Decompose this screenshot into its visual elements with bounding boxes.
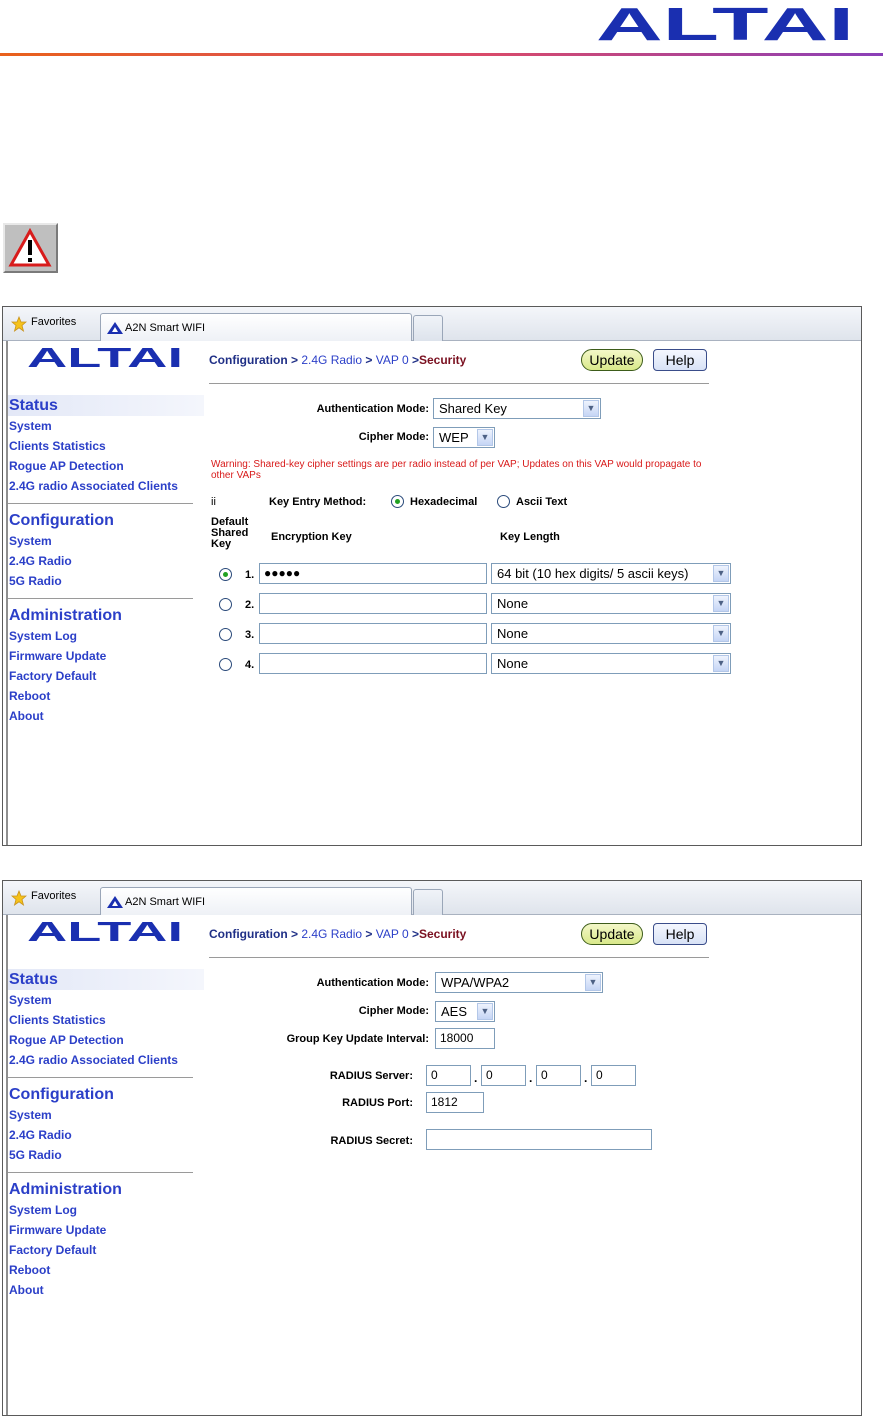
favorites-label[interactable]: Favorites bbox=[31, 316, 77, 328]
chevron-down-icon: ▼ bbox=[713, 655, 729, 672]
browser-tab[interactable] bbox=[100, 887, 412, 915]
auth-mode-label: Authentication Mode: bbox=[316, 403, 429, 415]
help-button[interactable]: Help bbox=[653, 923, 707, 945]
altai-app-logo bbox=[27, 345, 187, 369]
group-key-interval-input[interactable]: 18000 bbox=[435, 1028, 495, 1049]
breadcrumb-sep: > bbox=[408, 353, 419, 367]
cipher-mode-value: WEP bbox=[439, 430, 469, 445]
sidebar-item-reboot[interactable]: Reboot bbox=[9, 689, 51, 703]
ascii-text-radio[interactable] bbox=[497, 495, 510, 508]
shared-key-warning: Warning: Shared-key cipher settings are per radio instead of per VAP; Updates on this VAP would propagate to other VAPs bbox=[211, 459, 702, 481]
breadcrumb-current: Security bbox=[419, 353, 467, 367]
content-divider bbox=[209, 383, 709, 384]
key-length-2-select[interactable] bbox=[491, 593, 731, 614]
breadcrumb-sep: > bbox=[408, 927, 419, 941]
update-button[interactable]: Update bbox=[581, 923, 643, 945]
default-key-4-radio[interactable] bbox=[219, 658, 232, 671]
warning-icon bbox=[3, 223, 58, 273]
key-length-4-value: None bbox=[497, 656, 529, 671]
chevron-down-icon: ▼ bbox=[477, 429, 493, 446]
sidebar-administration-heading: Administration bbox=[9, 607, 122, 624]
sidebar-item-system-log[interactable]: System Log bbox=[9, 1203, 78, 1217]
group-key-interval-label: Group Key Update Interval: bbox=[286, 1033, 429, 1045]
browser-toolbar bbox=[3, 881, 861, 915]
tab-title: A2N Smart WIFI bbox=[125, 322, 206, 334]
cipher-mode-value: AES bbox=[441, 1004, 468, 1019]
auth-mode-select[interactable] bbox=[433, 398, 601, 419]
sidebar-item-firmware-update[interactable]: Firmware Update bbox=[9, 1223, 107, 1237]
key-length-3-select[interactable] bbox=[491, 623, 731, 644]
breadcrumb-vap-link[interactable]: VAP 0 bbox=[375, 353, 409, 367]
stray-mark: ii bbox=[211, 496, 216, 508]
new-tab-button[interactable] bbox=[413, 315, 443, 341]
default-key-2-radio[interactable] bbox=[219, 598, 232, 611]
key-length-1-select[interactable] bbox=[491, 563, 731, 584]
sidebar-item-rogue-ap[interactable]: Rogue AP Detection bbox=[9, 459, 124, 473]
chevron-down-icon: ▼ bbox=[713, 565, 729, 582]
sidebar-configuration-heading: Configuration bbox=[9, 1086, 114, 1103]
key-4-number: 4. bbox=[245, 659, 255, 671]
sidebar-divider bbox=[8, 1077, 193, 1078]
radius-server-octet-1[interactable]: 0 bbox=[426, 1065, 471, 1086]
tab-title: A2N Smart WIFI bbox=[125, 896, 206, 908]
auth-mode-value: Shared Key bbox=[439, 401, 507, 416]
screenshot-wpa bbox=[2, 880, 862, 1416]
screenshot-shared-key bbox=[2, 306, 862, 846]
breadcrumb-sep: > bbox=[362, 927, 376, 941]
sidebar-item-rogue-ap[interactable]: Rogue AP Detection bbox=[9, 1033, 124, 1047]
sidebar-nav bbox=[8, 969, 204, 1300]
altai-app-logo-text: ALTAI bbox=[27, 345, 183, 369]
breadcrumb-configuration: Configuration bbox=[209, 927, 288, 941]
key-entry-method-label: Key Entry Method: bbox=[269, 496, 367, 508]
sidebar-item-status-system[interactable]: System bbox=[9, 419, 52, 433]
sidebar-item-system-log[interactable]: System Log bbox=[9, 629, 78, 643]
breadcrumb-configuration: Configuration bbox=[209, 353, 288, 367]
header-accent-rule bbox=[0, 53, 883, 56]
star-icon[interactable] bbox=[11, 890, 27, 906]
cipher-mode-label: Cipher Mode: bbox=[358, 1005, 429, 1017]
sidebar-item-factory-default[interactable]: Factory Default bbox=[9, 1243, 97, 1257]
altai-app-logo-text: ALTAI bbox=[27, 919, 183, 943]
breadcrumb bbox=[209, 353, 466, 367]
radius-server-label: RADIUS Server: bbox=[329, 1070, 413, 1082]
ip-dot: . bbox=[474, 1071, 478, 1085]
cipher-mode-select[interactable] bbox=[433, 427, 495, 448]
breadcrumb-current: Security bbox=[419, 927, 467, 941]
encryption-key-2-input[interactable] bbox=[259, 593, 487, 614]
sidebar-divider bbox=[8, 503, 193, 504]
default-key-1-radio[interactable] bbox=[219, 568, 232, 581]
chevron-down-icon: ▼ bbox=[583, 400, 599, 417]
key-length-3-value: None bbox=[497, 626, 529, 641]
breadcrumb-radio-link[interactable]: 2.4G Radio bbox=[301, 353, 363, 367]
key-1-number: 1. bbox=[245, 569, 255, 581]
browser-toolbar bbox=[3, 307, 861, 341]
sidebar-divider bbox=[8, 598, 193, 599]
sidebar-divider bbox=[8, 1172, 193, 1173]
altai-app-logo bbox=[27, 919, 187, 943]
radius-server-octet-2[interactable]: 0 bbox=[481, 1065, 526, 1086]
encryption-key-1-input[interactable]: ●●●●● bbox=[259, 563, 487, 584]
altai-favicon-icon bbox=[107, 322, 123, 334]
sidebar-item-clients-statistics[interactable]: Clients Statistics bbox=[9, 439, 106, 453]
sidebar-configuration-heading: Configuration bbox=[9, 512, 114, 529]
radius-server-octet-4[interactable]: 0 bbox=[591, 1065, 636, 1086]
breadcrumb bbox=[209, 927, 466, 941]
key-2-number: 2. bbox=[245, 599, 255, 611]
sidebar-item-config-system[interactable]: System bbox=[9, 1108, 52, 1122]
hexadecimal-radio[interactable] bbox=[391, 495, 404, 508]
new-tab-button[interactable] bbox=[413, 889, 443, 915]
sidebar-item-associated-clients[interactable]: 2.4G radio Associated Clients bbox=[9, 479, 178, 493]
altai-doc-logo-text: ALTAI bbox=[596, 3, 854, 43]
sidebar-item-24g-radio[interactable]: 2.4G Radio bbox=[9, 1128, 72, 1142]
sidebar-item-reboot[interactable]: Reboot bbox=[9, 1263, 51, 1277]
sidebar-status-heading: Status bbox=[8, 395, 204, 416]
sidebar-item-firmware-update[interactable]: Firmware Update bbox=[9, 649, 107, 663]
sidebar-item-5g-radio[interactable]: 5G Radio bbox=[9, 1148, 62, 1162]
chevron-down-icon: ▼ bbox=[477, 1003, 493, 1020]
hexadecimal-label: Hexadecimal bbox=[410, 496, 478, 508]
radius-server-octet-3[interactable]: 0 bbox=[536, 1065, 581, 1086]
chevron-down-icon: ▼ bbox=[713, 595, 729, 612]
radius-port-input[interactable]: 1812 bbox=[426, 1092, 484, 1113]
sidebar-item-about[interactable]: About bbox=[9, 709, 44, 723]
col-default-shared-key: Default Shared Key bbox=[211, 516, 249, 550]
ascii-text-label: Ascii Text bbox=[516, 496, 568, 508]
auth-mode-label: Authentication Mode: bbox=[316, 977, 429, 989]
sidebar-item-factory-default[interactable]: Factory Default bbox=[9, 669, 97, 683]
star-icon[interactable] bbox=[11, 316, 27, 332]
radius-secret-label: RADIUS Secret: bbox=[330, 1135, 413, 1147]
sidebar-item-about[interactable]: About bbox=[9, 1283, 44, 1297]
breadcrumb-vap-link[interactable]: VAP 0 bbox=[375, 927, 409, 941]
ip-dot: . bbox=[584, 1071, 588, 1085]
help-button[interactable]: Help bbox=[653, 349, 707, 371]
sidebar-item-clients-statistics[interactable]: Clients Statistics bbox=[9, 1013, 106, 1027]
default-key-3-radio[interactable] bbox=[219, 628, 232, 641]
sidebar-nav bbox=[8, 395, 204, 726]
radius-port-label: RADIUS Port: bbox=[342, 1097, 413, 1109]
update-button[interactable]: Update bbox=[581, 349, 643, 371]
sidebar-item-associated-clients[interactable]: 2.4G radio Associated Clients bbox=[9, 1053, 178, 1067]
auth-mode-select[interactable] bbox=[435, 972, 603, 993]
encryption-key-4-input[interactable] bbox=[259, 653, 487, 674]
content-divider bbox=[209, 957, 709, 958]
sidebar-item-24g-radio[interactable]: 2.4G Radio bbox=[9, 554, 72, 568]
auth-mode-value: WPA/WPA2 bbox=[441, 975, 510, 990]
cipher-mode-label: Cipher Mode: bbox=[358, 431, 429, 443]
chevron-down-icon: ▼ bbox=[713, 625, 729, 642]
col-key-length: Key Length bbox=[500, 531, 560, 543]
ip-dot: . bbox=[529, 1071, 533, 1085]
breadcrumb-sep: > bbox=[287, 353, 302, 367]
cipher-mode-select[interactable] bbox=[435, 1001, 495, 1022]
col-encryption-key: Encryption Key bbox=[271, 531, 352, 543]
encryption-key-3-input[interactable] bbox=[259, 623, 487, 644]
sidebar-administration-heading: Administration bbox=[9, 1181, 122, 1198]
sidebar-item-5g-radio[interactable]: 5G Radio bbox=[9, 574, 62, 588]
key-length-1-value: 64 bit (10 hex digits/ 5 ascii keys) bbox=[497, 566, 689, 581]
breadcrumb-radio-link[interactable]: 2.4G Radio bbox=[301, 927, 363, 941]
browser-tab[interactable] bbox=[100, 313, 412, 341]
sidebar-status-heading: Status bbox=[8, 969, 204, 990]
breadcrumb-sep: > bbox=[362, 353, 376, 367]
breadcrumb-sep: > bbox=[287, 927, 302, 941]
sidebar-item-status-system[interactable]: System bbox=[9, 993, 52, 1007]
key-length-4-select[interactable] bbox=[491, 653, 731, 674]
altai-doc-logo bbox=[596, 3, 856, 43]
chevron-down-icon: ▼ bbox=[585, 974, 601, 991]
radius-secret-input[interactable] bbox=[426, 1129, 652, 1150]
favorites-label[interactable]: Favorites bbox=[31, 890, 77, 902]
key-length-2-value: None bbox=[497, 596, 529, 611]
key-3-number: 3. bbox=[245, 629, 255, 641]
sidebar-item-config-system[interactable]: System bbox=[9, 534, 52, 548]
altai-favicon-icon bbox=[107, 896, 123, 908]
